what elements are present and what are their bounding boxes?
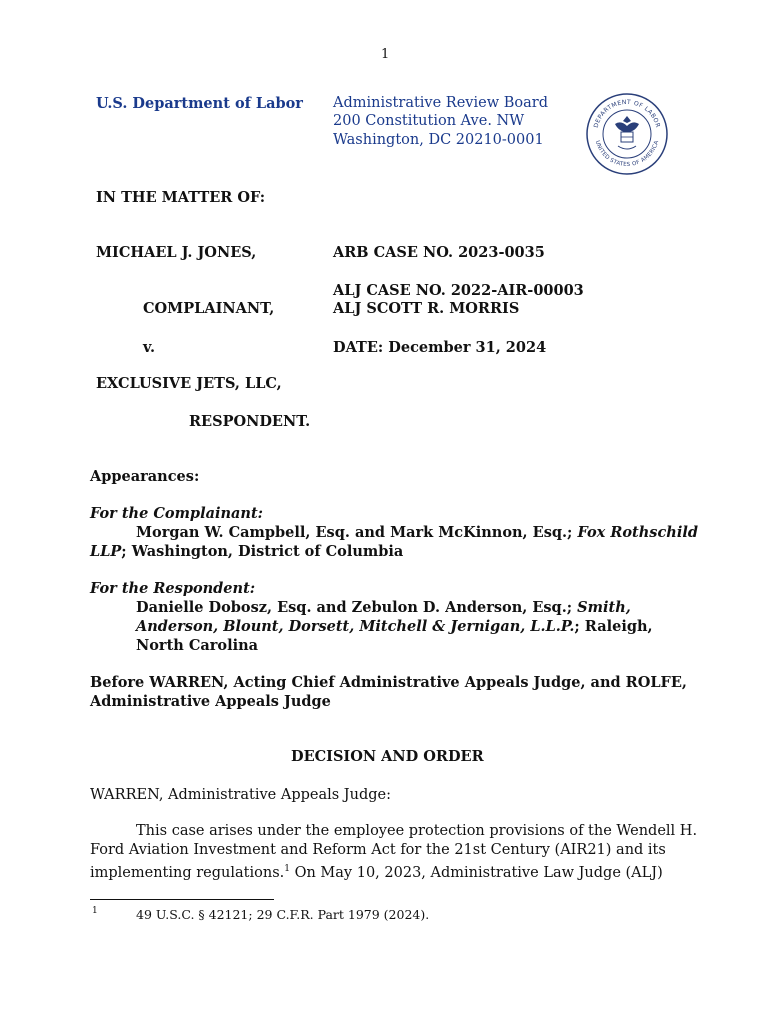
- complainant-counsel-line-1: [136, 523, 698, 542]
- page-number: 1: [381, 47, 390, 62]
- panel-line-2: Administrative Appeals Judge: [90, 693, 331, 710]
- footnote-divider: [90, 899, 274, 900]
- paragraph-text-b: On May 10, 2023, Administrative Law Judge (ALJ): [289, 864, 663, 881]
- respondent-counsel: Danielle Dobosz, Esq. and Zebulon D. Anderson, Esq.;: [136, 599, 573, 616]
- agency-name: U.S. Department of Labor: [96, 95, 303, 112]
- respondent-counsel-heading: For the Respondent:: [90, 580, 256, 597]
- complainant-firm-cont: LLP: [90, 543, 122, 560]
- decision-title: DECISION AND ORDER: [291, 748, 484, 765]
- address-line-2: 200 Constitution Ave. NW: [333, 113, 525, 129]
- complainant-name: MICHAEL J. JONES,: [96, 244, 257, 261]
- complainant-location: ; Washington, District of Columbia: [121, 543, 404, 560]
- respondent-firm-cont: Anderson, Blount, Dorsett, Mitchell & Jernigan, L.L.P.: [136, 618, 575, 635]
- decision-author: WARREN, Administrative Appeals Judge:: [90, 787, 391, 803]
- complainant-role: COMPLAINANT,: [143, 300, 275, 317]
- footnote-reference[interactable]: 1: [284, 864, 290, 874]
- paragraph-line-2: Ford Aviation Investment and Reform Act for the 21st Century (AIR21) and its: [90, 842, 666, 858]
- paragraph-text-a: implementing regulations.: [90, 864, 285, 881]
- alj-case-number: ALJ CASE NO. 2022-AIR-00003: [333, 282, 584, 299]
- appearances-heading: Appearances:: [90, 468, 200, 485]
- respondent-location-cont: North Carolina: [136, 637, 259, 654]
- address-line-1: Administrative Review Board: [333, 95, 548, 111]
- paragraph-line-1: This case arises under the employee protection provisions of the Wendell H.: [136, 823, 698, 839]
- dol-seal-icon: [585, 92, 669, 176]
- alj-name: ALJ SCOTT R. MORRIS: [333, 300, 520, 317]
- complainant-firm: Fox Rothschild: [577, 524, 698, 541]
- complainant-counsel-heading: For the Complainant:: [90, 505, 264, 522]
- footnote-text: 49 U.S.C. § 42121; 29 C.F.R. Part 1979 (2024).: [136, 907, 430, 922]
- respondent-firm: Smith,: [577, 599, 631, 616]
- versus: v.: [143, 339, 156, 356]
- seal-text-bottom: UNITED STATES OF AMERICA: [593, 139, 661, 169]
- respondent-counsel-line-1: [136, 598, 631, 617]
- respondent-name: EXCLUSIVE JETS, LLC,: [96, 375, 282, 392]
- seal-text-top: DEPARTMENT OF LABOR: [592, 98, 662, 129]
- arb-case-number: ARB CASE NO. 2023-0035: [333, 244, 545, 261]
- paragraph-line-3: [90, 860, 663, 883]
- in-the-matter: IN THE MATTER OF:: [96, 189, 266, 206]
- respondent-counsel-line-2: [136, 617, 653, 636]
- address-line-3: Washington, DC 20210-0001: [333, 132, 544, 148]
- respondent-role: RESPONDENT.: [189, 413, 311, 430]
- svg-text:UNITED STATES OF AMERICA: [594, 140, 660, 168]
- respondent-location: ; Raleigh,: [574, 618, 653, 635]
- decision-date: DATE: December 31, 2024: [333, 339, 547, 356]
- complainant-counsel-line-2: [90, 542, 403, 561]
- panel-line-1: Before WARREN, Acting Chief Administrative Appeals Judge, and ROLFE,: [90, 674, 687, 691]
- svg-text:DEPARTMENT OF LABOR: [593, 99, 662, 129]
- complainant-counsel: Morgan W. Campbell, Esq. and Mark McKinnon, Esq.;: [136, 524, 573, 541]
- footnote-number: 1: [92, 906, 98, 916]
